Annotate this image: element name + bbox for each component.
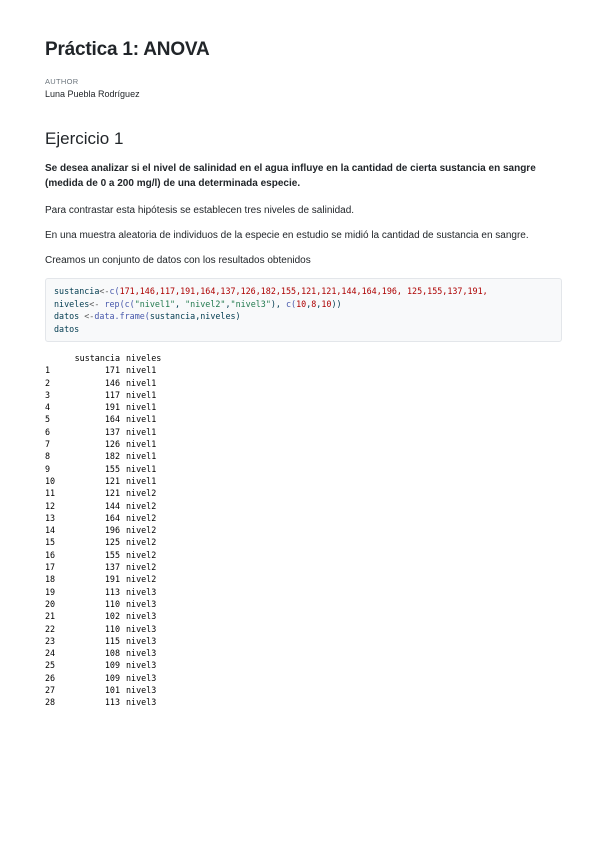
output-cell-sustancia: 108	[104, 648, 120, 659]
output-row	[45, 438, 555, 450]
output-cell-index: 6	[45, 426, 51, 437]
output-row	[45, 536, 555, 548]
output-cell-sustancia: 137	[104, 562, 120, 573]
section-heading: Ejercicio 1	[45, 129, 124, 148]
code-token: ,	[306, 298, 312, 309]
output-cell-index: 7	[45, 439, 51, 450]
output-cell-nivel: nivel2	[126, 574, 157, 585]
code-token: ))	[331, 298, 342, 309]
output-cell-nivel: nivel2	[126, 488, 157, 499]
output-row	[45, 524, 555, 536]
output-cell-index: 22	[45, 623, 56, 634]
output-cell-nivel: nivel3	[126, 697, 157, 708]
code-token: ),	[270, 298, 287, 309]
output-cell-nivel: nivel1	[126, 377, 157, 388]
output-cell-nivel: nivel2	[126, 537, 157, 548]
code-token: <-	[84, 311, 95, 321]
output-cell-nivel: nivel1	[126, 402, 157, 413]
output-row	[45, 450, 555, 462]
output-cell-index: 8	[45, 451, 51, 462]
paragraph-hypothesis: Para contrastar esta hipótesis se establecen tres niveles de salinidad.	[45, 205, 355, 216]
output-cell-nivel: nivel1	[126, 475, 157, 486]
output-cell-nivel: nivel2	[126, 512, 157, 523]
output-row	[45, 598, 555, 610]
code-token: c(	[124, 298, 135, 309]
output-cell-index: 23	[45, 635, 56, 646]
output-cell-sustancia: 102	[104, 611, 120, 622]
code-token: 10	[296, 298, 307, 309]
output-row	[45, 475, 555, 487]
paragraph-dataset: Creamos un conjunto de datos con los resultados obtenidos	[45, 255, 311, 266]
output-cell-sustancia: 117	[104, 389, 120, 400]
output-cell-sustancia: 155	[104, 549, 120, 560]
output-cell-nivel: nivel1	[126, 389, 157, 400]
output-cell-nivel: nivel1	[126, 439, 157, 450]
code-token: datos	[54, 323, 80, 334]
output-cell-sustancia: 144	[104, 500, 120, 511]
output-row	[45, 573, 555, 585]
output-cell-index: 13	[45, 512, 56, 523]
output-row	[45, 623, 555, 635]
code-line-1	[54, 285, 561, 298]
output-cell-sustancia: 146	[104, 377, 120, 388]
code-token: c(	[286, 298, 297, 309]
output-header-index	[45, 352, 65, 364]
output-cell-sustancia: 182	[104, 451, 120, 462]
output-cell-nivel: nivel2	[126, 549, 157, 560]
code-token: ,	[175, 298, 186, 309]
output-cell-nivel: nivel2	[126, 525, 157, 536]
output-cell-sustancia: 109	[104, 660, 120, 671]
output-row	[45, 500, 555, 512]
output-cell-sustancia: 196	[104, 525, 120, 536]
output-cell-sustancia: 110	[104, 598, 120, 609]
code-token: "nivel1"	[134, 298, 176, 309]
output-cell-nivel: nivel3	[126, 611, 157, 622]
output-cell-nivel: nivel3	[126, 685, 157, 696]
output-cell-sustancia: 164	[104, 512, 120, 523]
output-row	[45, 684, 555, 696]
output-cell-index: 9	[45, 463, 51, 474]
output-cell-nivel: nivel3	[126, 648, 157, 659]
console-output	[45, 352, 555, 709]
output-cell-nivel: nivel3	[126, 598, 157, 609]
code-token: 171,146,117,191,164,137,126,182,155,121,121,144,164,196, 125,155,137,191,	[119, 286, 488, 296]
output-cell-nivel: nivel2	[126, 500, 157, 511]
output-cell-sustancia: 109	[104, 672, 120, 683]
paragraph-sample: En una muestra aleatoria de individuos de la especie en estudio se midió la cantidad de sustancia en sangre.	[45, 230, 529, 241]
output-cell-nivel: nivel3	[126, 660, 157, 671]
output-row	[45, 659, 555, 671]
output-cell-index: 26	[45, 672, 56, 683]
output-cell-index: 27	[45, 685, 56, 696]
output-cell-sustancia: 191	[104, 402, 120, 413]
code-token: sustancia,niveles	[149, 311, 236, 321]
code-block[interactable]	[45, 278, 562, 342]
output-cell-sustancia: 115	[104, 635, 120, 646]
output-cell-index: 3	[45, 389, 51, 400]
output-cell-index: 28	[45, 697, 56, 708]
output-cell-index: 2	[45, 377, 51, 388]
code-line-2	[54, 298, 561, 311]
output-cell-sustancia: 137	[104, 426, 120, 437]
problem-statement: Se desea analizar si el nivel de salinidad en el agua influye en la cantidad de cierta sustancia en sangre (medida de 0 a 200 mg/l) de una determinada especie.	[45, 163, 536, 189]
output-cell-index: 18	[45, 574, 56, 585]
code-token: sustancia	[54, 286, 100, 296]
output-cell-sustancia: 121	[104, 475, 120, 486]
output-cell-index: 24	[45, 648, 56, 659]
output-header-niveles: niveles	[126, 353, 162, 363]
output-cell-index: 4	[45, 402, 51, 413]
output-row	[45, 610, 555, 622]
output-cell-nivel: nivel1	[126, 365, 157, 376]
output-cell-index: 10	[45, 475, 56, 486]
code-token: datos	[54, 311, 85, 321]
output-row	[45, 413, 555, 425]
page-title: Práctica 1: ANOVA	[45, 39, 210, 60]
output-row	[45, 487, 555, 499]
code-token: niveles	[54, 298, 90, 309]
code-token: 10	[321, 298, 332, 309]
output-row	[45, 561, 555, 573]
output-row	[45, 426, 555, 438]
output-row	[45, 401, 555, 413]
code-token: <-	[99, 286, 110, 296]
output-cell-sustancia: 110	[104, 623, 120, 634]
code-line-4	[54, 323, 561, 336]
output-row	[45, 549, 555, 561]
output-cell-index: 16	[45, 549, 56, 560]
code-token: "nivel3"	[230, 298, 271, 309]
code-token: rep(	[104, 298, 125, 309]
output-cell-index: 14	[45, 525, 56, 536]
output-cell-sustancia: 191	[104, 574, 120, 585]
output-row	[45, 696, 555, 708]
output-cell-sustancia: 113	[104, 697, 120, 708]
output-header-sustancia: sustancia	[74, 353, 120, 363]
output-cell-sustancia: 155	[104, 463, 120, 474]
output-cell-nivel: nivel1	[126, 414, 157, 425]
code-token: ,	[316, 298, 322, 309]
output-cell-index: 11	[45, 488, 56, 499]
output-row	[45, 512, 555, 524]
output-cell-index: 25	[45, 660, 56, 671]
output-cell-nivel: nivel3	[126, 672, 157, 683]
code-token: 8	[311, 298, 317, 309]
author-label: AUTHOR	[45, 77, 79, 86]
output-cell-sustancia: 101	[104, 685, 120, 696]
code-token: c(	[109, 286, 120, 296]
output-cell-index: 20	[45, 598, 56, 609]
output-cell-index: 17	[45, 562, 56, 573]
output-cell-sustancia: 164	[104, 414, 120, 425]
output-cell-nivel: nivel3	[126, 623, 157, 634]
output-cell-nivel: nivel1	[126, 451, 157, 462]
output-cell-nivel: nivel1	[126, 426, 157, 437]
output-row	[45, 635, 555, 647]
output-row	[45, 463, 555, 475]
output-cell-nivel: nivel3	[126, 635, 157, 646]
code-token: "nivel2"	[185, 298, 226, 309]
output-row	[45, 586, 555, 598]
output-cell-index: 19	[45, 586, 56, 597]
output-cell-nivel: nivel3	[126, 586, 157, 597]
output-row	[45, 389, 555, 401]
output-header-row	[45, 352, 555, 364]
output-cell-index: 15	[45, 537, 56, 548]
code-line-3	[54, 310, 561, 323]
output-row	[45, 364, 555, 376]
output-cell-index: 1	[45, 365, 51, 376]
code-token: ,	[225, 298, 231, 309]
code-token: <-	[89, 298, 105, 309]
output-cell-nivel: nivel2	[126, 562, 157, 573]
output-cell-sustancia: 171	[104, 365, 120, 376]
output-cell-index: 21	[45, 611, 56, 622]
output-cell-sustancia: 125	[104, 537, 120, 548]
output-row	[45, 647, 555, 659]
code-token: )	[235, 311, 241, 321]
output-row	[45, 672, 555, 684]
output-row	[45, 377, 555, 389]
code-token: data.frame(	[94, 311, 150, 321]
output-cell-sustancia: 126	[104, 439, 120, 450]
output-cell-index: 12	[45, 500, 56, 511]
author-name: Luna Puebla Rodríguez	[45, 89, 140, 99]
output-cell-nivel: nivel1	[126, 463, 157, 474]
output-cell-sustancia: 121	[104, 488, 120, 499]
output-cell-sustancia: 113	[104, 586, 120, 597]
output-cell-index: 5	[45, 414, 51, 425]
